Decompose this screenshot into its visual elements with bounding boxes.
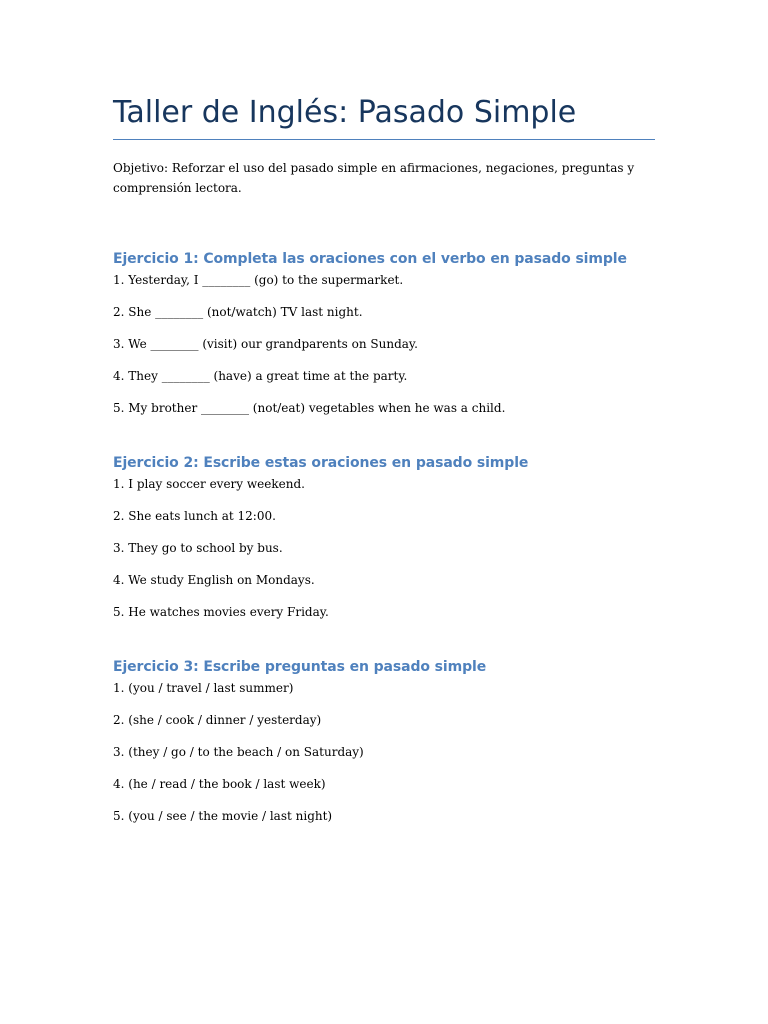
exercise-item: 1. I play soccer every weekend. — [113, 477, 305, 491]
exercise-item: 2. (she / cook / dinner / yesterday) — [113, 713, 322, 727]
exercise-item: 4. (he / read / the book / last week) — [113, 777, 326, 791]
exercise-item: 3. (they / go / to the beach / on Saturday) — [113, 745, 364, 759]
objective-paragraph: Objetivo: Reforzar el uso del pasado simple en afirmaciones, negaciones, preguntas y comprensión lectora. — [113, 161, 635, 195]
exercise-item: 4. We study English on Mondays. — [113, 573, 315, 587]
exercise-3-heading: Ejercicio 3: Escribe preguntas en pasado simple — [113, 659, 487, 675]
exercise-item: 1. Yesterday, I ________ (go) to the supermarket. — [113, 273, 404, 287]
exercise-2-heading: Ejercicio 2: Escribe estas oraciones en pasado simple — [113, 455, 529, 471]
exercise-1-list — [113, 272, 655, 416]
exercise-1 — [113, 249, 655, 432]
exercise-2 — [113, 453, 655, 636]
exercise-2-list — [113, 476, 655, 620]
exercise-item: 3. We ________ (visit) our grandparents on Sunday. — [113, 337, 418, 351]
exercise-item: 1. (you / travel / last summer) — [113, 681, 294, 695]
exercise-3-list — [113, 680, 655, 824]
exercise-item: 4. They ________ (have) a great time at the party. — [113, 369, 408, 383]
exercise-item: 2. She eats lunch at 12:00. — [113, 509, 276, 523]
exercise-item: 5. My brother ________ (not/eat) vegetables when he was a child. — [113, 401, 506, 415]
document-title: Taller de Inglés: Pasado Simple — [113, 95, 577, 130]
exercise-item: 3. They go to school by bus. — [113, 541, 283, 555]
exercise-item: 5. (you / see / the movie / last night) — [113, 809, 333, 823]
exercise-3 — [113, 657, 655, 840]
title-underline — [113, 139, 655, 140]
exercise-item: 5. He watches movies every Friday. — [113, 605, 329, 619]
exercise-item: 2. She ________ (not/watch) TV last night. — [113, 305, 363, 319]
exercise-1-heading: Ejercicio 1: Completa las oraciones con el verbo en pasado simple — [113, 251, 627, 267]
